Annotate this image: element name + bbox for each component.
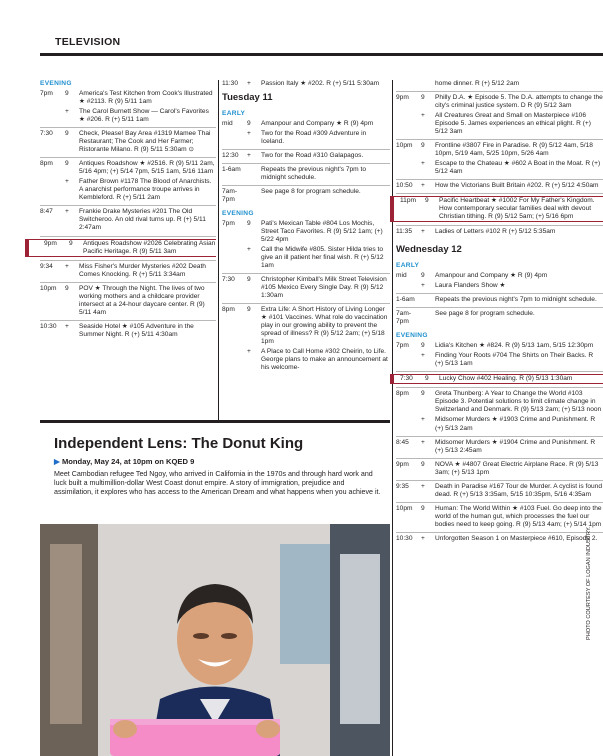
listing-group: [40, 90, 216, 339]
day-title: Tuesday 11: [222, 92, 273, 104]
listing-row: [40, 108, 216, 124]
photo-credit: PHOTO COURTESY OF LOGAN INDUSTRY.: [586, 526, 592, 640]
listing-divider: [40, 282, 216, 283]
listing-time: 9:34: [40, 262, 53, 270]
listing-row: [396, 160, 603, 176]
listing-group: [396, 342, 603, 543]
listing-description: Laura Flanders Show ★: [435, 282, 506, 290]
listing-time: 7pm: [40, 90, 53, 98]
listing-description: All Creatures Great and Small on Masterpiece #106 Episode 5. James experiences an ethical plight. R (+) 5/12 3am: [435, 112, 591, 136]
listing-divider: [40, 205, 216, 206]
listing-description: Lucky Chow #402 Healing. R (9) 5/13 1:30am: [439, 375, 573, 383]
listing-row: [396, 142, 603, 158]
listing-row: [222, 188, 390, 204]
listing-row: [396, 296, 603, 304]
listing-divider: [396, 436, 603, 437]
listing-time: 7:30: [222, 276, 235, 284]
listing-time: 10pm: [40, 284, 57, 292]
listing-channel: 9: [247, 306, 251, 314]
listing-time: [396, 416, 421, 432]
listing-row: [396, 390, 603, 414]
listing-description: See page 8 for program schedule.: [435, 310, 535, 318]
listing-description: Pacific Heartbeat ★ #1002 For My Father's Kingdom. How contemporary secular families deal with devout Christian tithing. R (9) 5/12 5am; (+) 5/16 6pm: [439, 197, 595, 221]
listing-channel: +: [421, 438, 425, 446]
listing-row: [222, 276, 390, 300]
feature-rule: [40, 420, 390, 423]
listing-channel: [247, 188, 261, 204]
listing-description: America's Test Kitchen from Cook's Illustrated ★ #2113. R (9) 5/11 1am: [79, 90, 213, 106]
column-divider: [218, 80, 219, 420]
listing-time: [396, 160, 421, 176]
listing-group: [222, 120, 390, 204]
listing-row: [396, 416, 603, 432]
listing-channel: 9: [421, 142, 425, 150]
listing-time: 10:30: [40, 322, 57, 330]
listing-row: [40, 160, 216, 176]
feature-photo: [40, 524, 390, 756]
listing-row: [396, 439, 603, 455]
listing-description: Father Brown #1178 The Blood of Anarchists. A anarchist performance troupe arrives in Kembleford. R (+) 5/11 2am: [79, 178, 212, 202]
listing-channel: +: [421, 112, 425, 120]
listing-description: Pati's Mexican Table #804 Los Mochis, Street Taco Favorites. R (9) 5/12 1am; (+) 5/22 4pm: [261, 219, 383, 243]
highlighted-listing: [25, 239, 216, 257]
highlighted-listing: [390, 196, 603, 222]
listing-description: Escape to the Chateau ★ #602 A Boat in the Moat. R (+) 5/12 4am: [435, 160, 601, 176]
early-label: EARLY: [396, 262, 420, 270]
listing-time: 7pm: [222, 219, 235, 227]
listing-time: 11pm: [400, 197, 417, 205]
listing-time: 7pm: [396, 342, 409, 350]
listing-channel: 9: [425, 197, 429, 205]
listing-divider: [396, 91, 603, 92]
listing-row: [396, 112, 603, 136]
listing-time: 10:50: [396, 182, 413, 190]
listing-channel: 9: [247, 276, 251, 284]
early-label: EARLY: [222, 109, 246, 117]
play-arrow-icon: ▶: [54, 457, 62, 466]
listing-description: Check, Please! Bay Area #1319 Mamee Thai Restaurant; The Cook and Her Farmer; Ristorante Milano. R (9) 5/11 5:30am ⊙: [79, 130, 211, 154]
feature-date: [54, 457, 194, 466]
listing-description: Amanpour and Company ★ R (9) 4pm: [435, 272, 548, 280]
listing-divider: [396, 293, 603, 294]
listing-divider: [396, 307, 603, 308]
listing-divider: [396, 371, 603, 372]
listing-description: Repeats the previous night's 7pm to midnight schedule.: [435, 296, 597, 304]
listing-description: Repeats the previous night's 7pm to midnight schedule.: [261, 165, 366, 181]
listing-divider: [222, 273, 390, 274]
listing-channel: 9: [69, 239, 73, 247]
evening-label: EVENING: [222, 209, 254, 217]
listing-channel: 9: [65, 284, 69, 292]
listing-time: [396, 352, 421, 368]
listing-channel: 9: [421, 94, 425, 102]
listing-channel: +: [421, 182, 425, 190]
listing-description: Lidia's Kitchen ★ #824. R (9) 5/13 1am, 5/15 12:30pm: [435, 342, 594, 350]
listing-continued: home dinner. R (+) 5/12 2am: [435, 80, 520, 87]
listing-time: mid: [396, 272, 407, 280]
listing-channel: +: [421, 352, 425, 360]
listing-time: mid: [222, 119, 233, 127]
listing-channel: 9: [421, 272, 425, 280]
listing-row: [396, 342, 603, 350]
listing-description: Human: The World Within ★ #103 Fuel. Go deep into the world of the human gut, which processes the fuel our bodies need to keep going. R (9) 5/13 4am; (+) 5/14 1pm: [435, 504, 602, 528]
listing-time: [222, 348, 247, 372]
listing-channel: 9: [425, 375, 429, 383]
column-divider: [392, 80, 393, 756]
listing-channel: +: [247, 80, 251, 87]
listing-divider: [40, 127, 216, 128]
listing-time: 8pm: [222, 306, 235, 314]
listing-description: Antiques Roadshow ★ #2516. R (9) 5/11 2am, 5/16 4pm; (+) 5/14 7pm, 5/15 1am, 5/16 11am: [79, 160, 215, 176]
listing-channel: 9: [247, 219, 251, 227]
listing-row: [396, 483, 603, 499]
listing-time: 1-6am: [222, 165, 241, 173]
listing-description: See page 8 for program schedule.: [261, 187, 361, 195]
listing-divider: [222, 303, 390, 304]
listing-description: Antiques Roadshow #2026 Celebrating Asian Pacific Heritage. R (9) 5/11 3am: [83, 239, 216, 255]
listing-description: Philly D.A. ★ Episode 5. The D.A. attempts to change the city's criminal justice system. D R (9) 5/12 3am: [435, 94, 603, 110]
listing-divider: [396, 458, 603, 459]
listing-description: Two for the Road #310 Galapagos.: [261, 151, 364, 159]
listing-channel: +: [65, 208, 69, 216]
listing-description: Extra Life: A Short History of Living Longer ★ #101 Vaccines. What role do vaccination play in our growing ability to prevent the spread of illness? R (9) 5/12 2am; (+) 5/18 1pm: [261, 306, 388, 346]
listing-description: The Carol Burnett Show — Carol's Favorites ★ #206. R (+) 5/11 1am: [79, 108, 209, 124]
listing-description: Miss Fisher's Murder Mysteries #202 Death Comes Knocking. R (+) 5/11 3:34am: [79, 262, 206, 278]
listing-time: 7:30: [400, 375, 413, 383]
listing-channel: 9: [421, 342, 425, 350]
listing-divider: [396, 179, 603, 180]
listing-row: [396, 535, 603, 543]
listing-row: [40, 285, 216, 317]
listing-channel: [421, 310, 435, 326]
listing-row: [396, 282, 603, 290]
listing-channel: 9: [421, 504, 425, 512]
listing-row: [40, 263, 216, 279]
listing-description: Frankie Drake Mysteries #201 The Old Switcheroo. An old rival turns up. R (+) 5/11 2:47am: [79, 208, 206, 232]
listings-column-2: [222, 80, 390, 374]
listing-description: Amanpour and Company ★ R (9) 4pm: [261, 119, 374, 127]
listing-description: Two for the Road #309 Adventure in Iceland.: [261, 129, 367, 145]
listing-channel: 9: [65, 160, 69, 168]
listing-row: [222, 306, 390, 346]
listing-time: [40, 108, 65, 124]
listing-channel: +: [65, 108, 69, 116]
listings-column-3: [396, 80, 603, 545]
listing-time: 8:45: [396, 438, 409, 446]
listing-divider: [40, 260, 216, 261]
listing-row: [40, 90, 216, 106]
listing-group: [222, 220, 390, 373]
listing-channel: +: [421, 482, 425, 490]
listing-row: [396, 272, 603, 280]
listing-time: 10:30: [396, 534, 413, 542]
listing-row: [40, 208, 216, 232]
listing-description: Frontline #3807 Fire in Paradise. R (9) 5/12 4am, 5/18 10pm, 5/19 4am, 5/25 10pm, 5/26 4am: [435, 142, 593, 158]
listing-time: 7:30: [40, 130, 53, 138]
listing-description: Greta Thunberg: A Year to Change the World #103 Episode 3. Potential solutions to limit climate change in Switzerland and Denmark. R (9) 5/13 2am; (+) 5/13 noon: [435, 390, 602, 414]
listing-row: [40, 178, 216, 202]
section-title: TELEVISION: [55, 36, 121, 48]
listing-time: 10pm: [396, 504, 413, 512]
listing-divider: [396, 502, 603, 503]
listing-description: Finding Your Roots #704 The Shirts on Their Backs. R (+) 5/13 1am: [435, 352, 594, 368]
listing-description: Midsomer Murders ★ #1904 Crime and Punishment. R (+) 5/13 2:45am: [435, 438, 596, 454]
listing-time: 9:35: [396, 482, 409, 490]
listing-description: A Place to Call Home #302 Cheirin, to Life. George plans to make an announcement at his welcome-: [261, 348, 388, 372]
listing-description: Ladies of Letters #102 R (+) 5/12 5:35am: [435, 228, 556, 236]
listing-channel: +: [247, 151, 251, 159]
listing-description: How the Victorians Built Britain #202. R (+) 5/12 4:50am: [435, 182, 599, 190]
listing-row: [396, 461, 603, 477]
listing-row: [40, 323, 216, 339]
listing-description: Call the Midwife #805. Sister Hilda tries to give an ill patient her final wish. R (+) 5/12 1am: [261, 246, 384, 270]
listing-divider: [40, 236, 216, 237]
listing-channel: +: [421, 228, 425, 236]
listing-group: [222, 80, 390, 88]
listing-channel: +: [65, 322, 69, 330]
feature-title: Independent Lens: The Donut King: [54, 435, 304, 452]
listing-divider: [222, 185, 390, 186]
listing-time: [396, 112, 421, 136]
listing-description: Passion Italy ★ #202. R (+) 5/11 5:30am: [261, 80, 380, 87]
listing-description: Midsomer Murders ★ #1903 Crime and Punishment. R (+) 5/13 2am: [435, 416, 596, 432]
header-rule: [40, 53, 603, 56]
listing-channel: +: [421, 534, 425, 542]
listing-divider: [396, 193, 603, 194]
listing-divider: [222, 163, 390, 164]
listing-time: [40, 178, 65, 202]
listing-channel: 9: [65, 130, 69, 138]
listing-row: [222, 246, 390, 270]
listing-channel: +: [247, 348, 251, 356]
listing-time: 9pm: [44, 239, 57, 247]
listing-row: [396, 94, 603, 110]
listing-channel: +: [421, 282, 425, 290]
listing-row: [396, 182, 603, 190]
listing-channel: 9: [247, 119, 251, 127]
listing-channel: +: [65, 178, 69, 186]
listing-divider: [396, 225, 603, 226]
listing-time: 11:35: [396, 228, 413, 236]
listing-divider: [396, 532, 603, 533]
listing-time: 7am-7pm: [222, 187, 238, 203]
listing-time: 7am-7pm: [396, 310, 412, 326]
listing-time: 9pm: [396, 94, 409, 102]
listing-time: 8pm: [396, 390, 409, 398]
listing-time: [222, 130, 247, 146]
listing-description: NOVA ★ #4807 Great Electric Airplane Race. R (9) 5/13 3am; (+) 5/13 1pm: [435, 460, 599, 476]
listing-channel: 9: [421, 460, 425, 468]
listing-description: Death in Paradise #167 Tour de Murder. A cyclist is found dead. R (+) 5/13 3:35am, 5/15 10:35pm, 5/16 4:35am: [435, 482, 603, 498]
listing-channel: 9: [421, 390, 425, 398]
listing-row: [222, 120, 390, 128]
listing-group: [396, 80, 603, 236]
listing-time: 8pm: [40, 160, 53, 168]
evening-label: EVENING: [40, 80, 72, 87]
listing-divider: [396, 139, 603, 140]
listing-description: Christopher Kimball's Milk Street Television #105 Mexico Every Single Day. R (9) 5/12 1:30am: [261, 276, 387, 300]
listing-channel: 9: [65, 90, 69, 98]
listing-divider: [40, 320, 216, 321]
feature-description: Meet Cambodian refugee Ted Ngoy, who arrived in California in the 1970s and through hard work and luck built a multimillion-dollar West Coast donut empire. A story of immigration, prejudice and assimilation, it explores who has access to the American Dream and what happens when you achieve it.: [54, 470, 381, 496]
listing-row: [40, 130, 216, 154]
listing-divider: [222, 149, 390, 150]
listings-column-1: [40, 80, 216, 341]
listing-time: [396, 282, 421, 290]
listing-row: [222, 152, 390, 160]
listing-channel: +: [65, 262, 69, 270]
listing-channel: +: [421, 160, 425, 168]
listing-time: 1-6am: [396, 296, 415, 304]
listing-row: [222, 348, 390, 372]
listing-row: [222, 130, 390, 146]
listing-row: [396, 310, 603, 326]
listing-channel: [421, 296, 435, 304]
listing-divider: [396, 387, 603, 388]
listing-time: 10pm: [396, 142, 413, 150]
listing-group: [396, 272, 603, 326]
feature-date-text: Monday, May 24, at 10pm on KQED 9: [61, 457, 195, 466]
listing-description: POV ★ Through the Night. The lives of two working mothers and a childcare provider intersect at a 24-hour daycare center. R (9) 5/11 4am: [79, 284, 205, 316]
listing-row: [396, 228, 603, 236]
highlighted-listing: [390, 374, 603, 384]
listing-channel: +: [421, 416, 425, 424]
listing-row: [396, 505, 603, 529]
listing-row: [222, 220, 390, 244]
listing-time: 9pm: [396, 460, 409, 468]
listing-channel: +: [247, 246, 251, 254]
listing-time: [222, 246, 247, 270]
listing-channel: [247, 166, 261, 182]
listing-divider: [396, 480, 603, 481]
listing-row: [222, 80, 390, 88]
listing-divider: [40, 157, 216, 158]
day-title: Wednesday 12: [396, 244, 462, 256]
listing-time: 12:30: [222, 151, 239, 159]
listing-time: 8:47: [40, 208, 53, 216]
listing-description: Seaside Hotel ★ #105 Adventure in the Summer Night. R (+) 5/11 4:30am: [79, 322, 194, 338]
listing-description: Unforgotten Season 1 on Masterpiece #610, Episode 2.: [435, 534, 598, 542]
listing-channel: +: [247, 129, 251, 137]
listing-row: [396, 352, 603, 368]
listing-row: [222, 166, 390, 182]
listing-time: 11:30: [222, 80, 239, 87]
evening-label: EVENING: [396, 332, 428, 340]
